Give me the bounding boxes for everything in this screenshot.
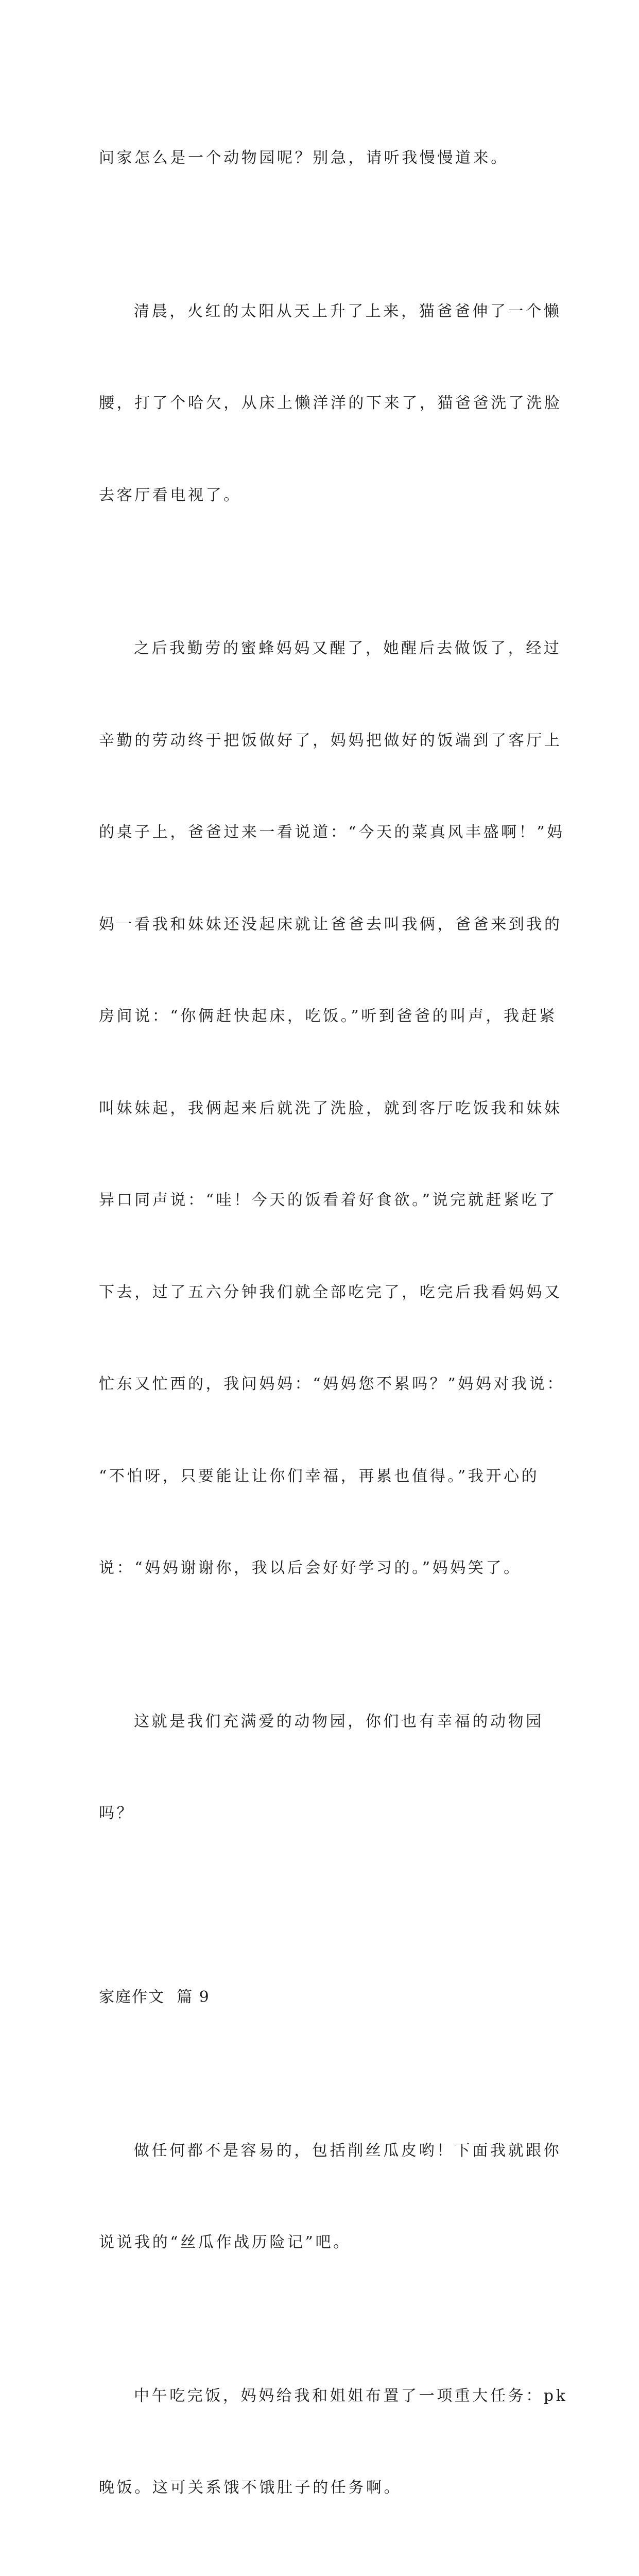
text-line: 晚饭。这可关系饿不饿肚子的任务啊。 (99, 2472, 562, 2503)
paragraph (99, 2074, 562, 2319)
text-line: 的桌子上，爸爸过来一看说道：“今天的菜真风丰盛啊！”妈 (99, 817, 562, 848)
text-line: 妈一看我和妹妹还没起床就让爸爸去叫我俩，爸爸来到我的 (99, 909, 562, 940)
text-line: “不怕呀，只要能让让你们幸福，再累也值得。”我开心的 (99, 1461, 562, 1492)
text-line: 说说我的“丝瓜作战历险记”吧。 (99, 2227, 562, 2258)
text-line: 去客厅看电视了。 (99, 480, 562, 511)
text-line: 忙东又忙西的，我问妈妈：“妈妈您不累吗？”妈妈对我说： (99, 1369, 562, 1400)
text-line: 叫妹妹起，我俩起来后就洗了洗脸，就到客厅吃饭我和妹妹 (99, 1093, 562, 1124)
document-body (99, 81, 562, 2576)
text-line: 腰，打了个哈欠，从床上懒洋洋的下来了，猫爸爸洗了洗脸 (99, 388, 562, 419)
section-title: 家庭作文 篇 9 (99, 1982, 562, 2013)
text-line: 房间说：“你俩赶快起床，吃饭。”听到爸爸的叫声，我赶紧 (99, 1001, 562, 1032)
text-line: 吗？ (99, 1798, 562, 1829)
text-line: 下去，过了五六分钟我们就全部吃完了，吃完后我看妈妈又 (99, 1277, 562, 1308)
text-line: 这就是我们充满爱的动物园，你们也有幸福的动物园 (99, 1706, 562, 1737)
text-line: 问家怎么是一个动物园呢？别急，请听我慢慢道来。 (99, 143, 562, 174)
paragraph (99, 1645, 562, 1890)
paragraph (99, 2319, 562, 2565)
paragraph (99, 235, 562, 572)
document-page (0, 0, 639, 904)
paragraph (99, 572, 562, 1645)
text-line: 中午吃完饭，妈妈给我和姐姐布置了一项重大任务：pk (99, 2381, 562, 2412)
text-line: 清晨，火红的太阳从天上升了上来，猫爸爸伸了一个懒 (99, 296, 562, 327)
paragraph (99, 2565, 562, 2576)
section-heading (99, 1921, 562, 2074)
paragraph (99, 81, 562, 235)
text-line: 辛勤的劳动终于把饭做好了，妈妈把做好的饭端到了客厅上 (99, 725, 562, 756)
text-line: 异口同声说：“哇！今天的饭看着好食欲。”说完就赶紧吃了 (99, 1185, 562, 1216)
text-line: 做任何都不是容易的，包括削丝瓜皮哟！下面我就跟你 (99, 2136, 562, 2166)
text-line: 之后我勤劳的蜜蜂妈妈又醒了，她醒后去做饭了，经过 (99, 633, 562, 664)
text-line: 说：“妈妈谢谢你，我以后会好好学习的。”妈妈笑了。 (99, 1553, 562, 1584)
